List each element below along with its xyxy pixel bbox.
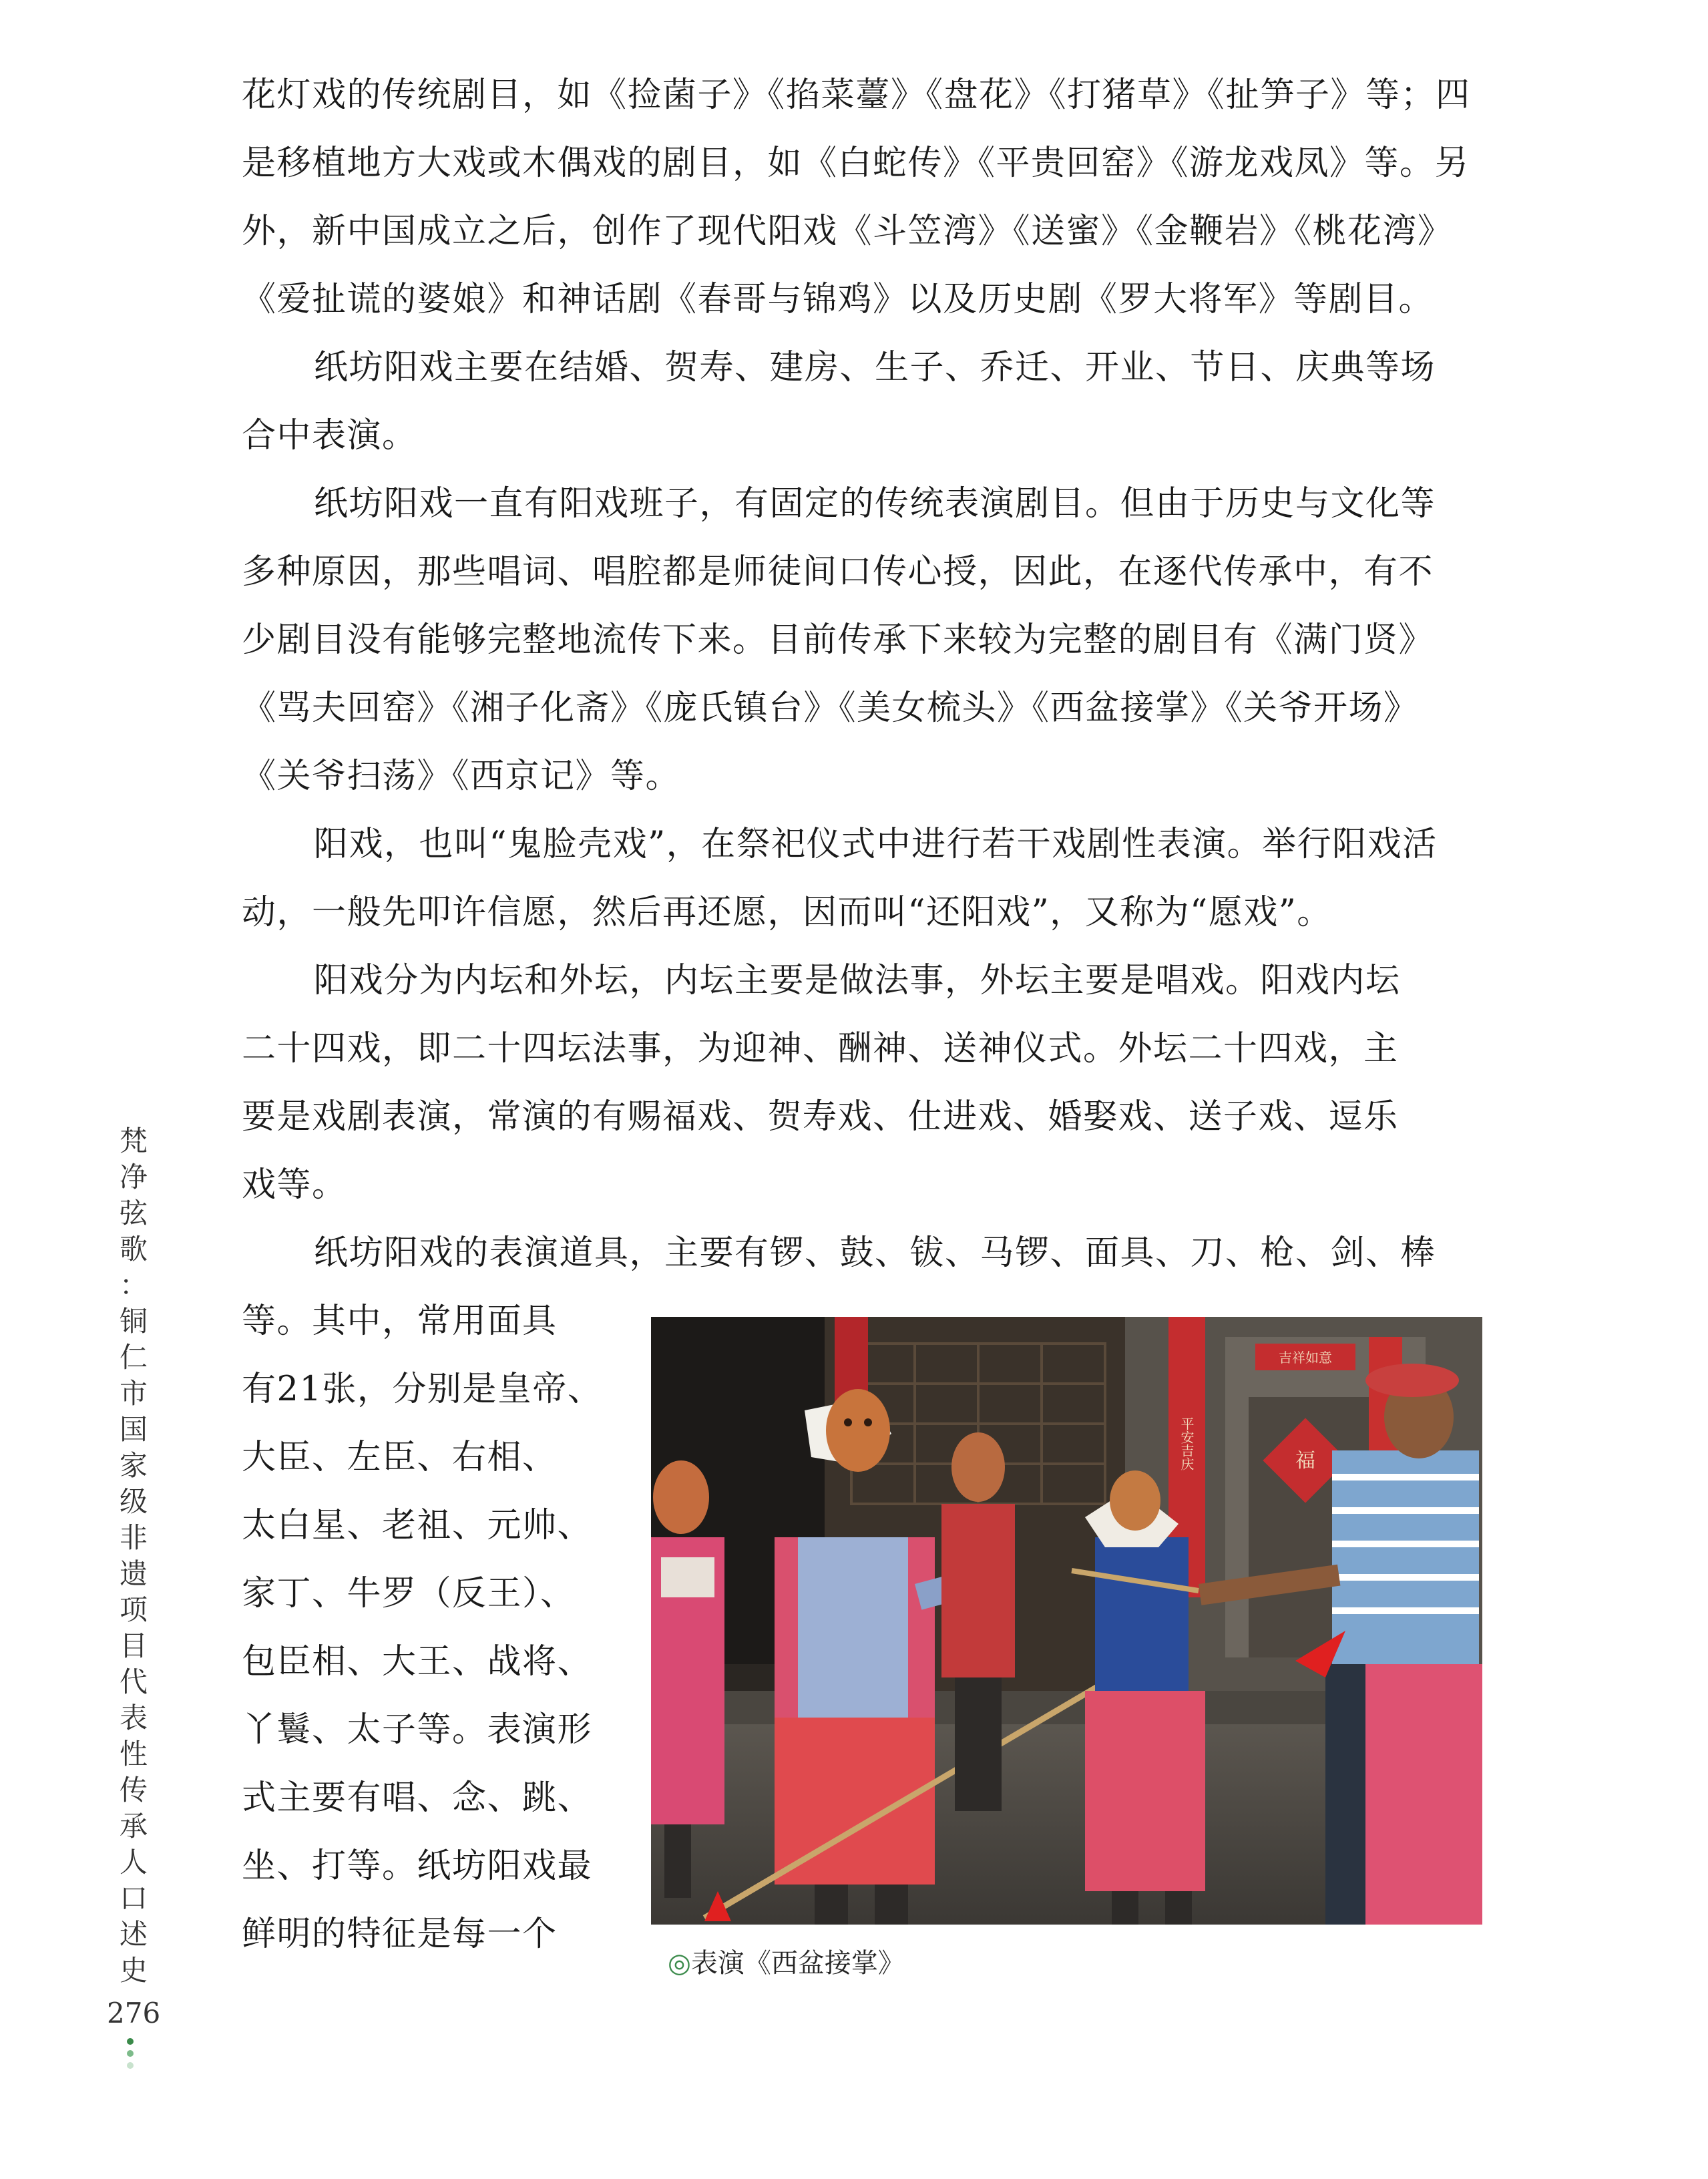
text-line: 阳戏分为内坛和外坛，内坛主要是做法事，外坛主要是唱戏。阳戏内坛 xyxy=(314,961,1401,1000)
text-line: 鲜明的特征是每一个 xyxy=(242,1915,558,1954)
photo-sign-text: 福 xyxy=(1295,1449,1315,1472)
paragraph-4 xyxy=(242,811,1482,947)
running-title-char: 史 xyxy=(119,1954,148,1987)
text-line: 阳戏，也叫“鬼脸壳戏”，在祭祀仪式中进行若干戏剧性表演。举行阳戏活 xyxy=(314,825,1438,864)
page-number: 276 xyxy=(107,1997,161,2029)
paragraph-6-wrapped xyxy=(242,1287,602,1969)
running-title-char: 家 xyxy=(119,1449,148,1482)
paragraph-2 xyxy=(242,334,1482,470)
text-line: 《骂夫回窑》《湘子化斋》《庞氏镇台》《美女梳头》《西盆接掌》《关爷开场》 xyxy=(242,688,1419,728)
caption-text: 表演《西盆接掌》 xyxy=(690,1948,905,1979)
photo-sign-text: 吉祥如意 xyxy=(1279,1350,1332,1366)
text-line: 合中表演。 xyxy=(242,416,417,455)
dot-icon xyxy=(127,2050,134,2057)
running-title-char: 述 xyxy=(119,1918,148,1951)
paragraph-6-first-line xyxy=(242,1219,1482,1287)
running-title-char: ： xyxy=(119,1269,148,1302)
running-title-char: 承 xyxy=(119,1810,148,1842)
dot-icon xyxy=(127,2062,134,2069)
text-line: 式主要有唱、念、跳、 xyxy=(242,1778,593,1818)
photo-caption xyxy=(668,1942,905,1980)
text-line: 太白星、老祖、元帅、 xyxy=(242,1506,593,1545)
text-line: 丫鬟、太子等。表演形 xyxy=(242,1710,593,1750)
running-title-char: 口 xyxy=(119,1882,148,1915)
paragraph-5 xyxy=(242,947,1482,1219)
page-dots xyxy=(127,2038,134,2069)
running-title-char: 非 xyxy=(119,1521,148,1554)
paragraph-3 xyxy=(242,470,1482,811)
running-title-char: 市 xyxy=(119,1377,148,1410)
wooden-mask xyxy=(1110,1470,1160,1531)
running-title-char: 净 xyxy=(119,1161,148,1193)
text-line: 有21张，分别是皇帝、 xyxy=(242,1370,603,1409)
running-title-char: 国 xyxy=(119,1413,148,1446)
running-title-char: 传 xyxy=(119,1774,148,1806)
text-line: 动，一般先叩许信愿，然后再还愿，因而叫“还阳戏”，又称为“愿戏”。 xyxy=(242,893,1332,932)
text-line: 要是戏剧表演，常演的有赐福戏、贺寿戏、仕进戏、婚娶戏、送子戏、逗乐 xyxy=(242,1097,1399,1137)
text-line: 外，新中国成立之后，创作了现代阳戏《斗笠湾》《送蜜》《金鞭岩》《桃花湾》 xyxy=(242,212,1453,251)
text-line: 是移植地方大戏或木偶戏的剧目，如《白蛇传》《平贵回窑》《游龙戏凤》等。另 xyxy=(242,144,1470,183)
text-line: 《爱扯谎的婆娘》和神话剧《春哥与锦鸡》以及历史剧《罗大将军》等剧目。 xyxy=(242,280,1434,319)
performance-photo xyxy=(651,1317,1482,1925)
running-title-char: 梵 xyxy=(119,1125,148,1157)
text-line: 戏等。 xyxy=(242,1165,347,1205)
running-title-char: 人 xyxy=(119,1846,148,1878)
paragraph-1 xyxy=(242,61,1482,334)
caption-circle-icon: ◎ xyxy=(668,1948,691,1979)
running-title-char: 歌 xyxy=(119,1233,148,1265)
running-title-char: 弦 xyxy=(119,1197,148,1229)
text-line: 家丁、牛罗（反王）、 xyxy=(242,1574,576,1613)
running-title-char: 性 xyxy=(119,1738,148,1770)
running-title-char: 项 xyxy=(119,1593,148,1626)
running-title-char: 级 xyxy=(119,1485,148,1518)
dot-icon xyxy=(127,2038,134,2045)
text-line: 《关爷扫荡》《西京记》等。 xyxy=(242,757,681,796)
text-line: 纸坊阳戏一直有阳戏班子，有固定的传统表演剧目。但由于历史与文化等 xyxy=(314,484,1436,524)
running-title-char: 目 xyxy=(119,1629,148,1662)
text-line: 包臣相、大王、战将、 xyxy=(242,1642,593,1681)
text-line: 多种原因，那些唱词、唱腔都是师徒间口传心授，因此，在逐代传承中，有不 xyxy=(242,552,1434,592)
running-title-char: 铜 xyxy=(119,1305,148,1338)
running-title xyxy=(114,1123,154,1989)
photo-sign-text: 平安吉庆 xyxy=(1179,1417,1195,1470)
text-line: 纸坊阳戏主要在结婚、贺寿、建房、生子、乔迁、开业、节日、庆典等场 xyxy=(314,348,1436,387)
text-line: 大臣、左臣、右相、 xyxy=(242,1438,558,1477)
text-line: 坐、打等。纸坊阳戏最 xyxy=(242,1846,593,1886)
text-line: 少剧目没有能够完整地流传下来。目前传承下来较为完整的剧目有《满门贤》 xyxy=(242,620,1434,660)
running-title-char: 遗 xyxy=(119,1557,148,1590)
running-title-char: 代 xyxy=(119,1665,148,1698)
text-line: 花灯戏的传统剧目，如《捡菌子》《掐菜薹》《盘花》《打猪草》《扯笋子》等；四 xyxy=(242,75,1471,115)
text-line: 纸坊阳戏的表演道具，主要有锣、鼓、钹、马锣、面具、刀、枪、剑、棒 xyxy=(314,1233,1436,1273)
running-title-char: 表 xyxy=(119,1702,148,1734)
text-line: 二十四戏，即二十四坛法事，为迎神、酬神、送神仪式。外坛二十四戏，主 xyxy=(242,1029,1399,1068)
performer-blue xyxy=(1085,1470,1205,1925)
running-title-char: 仁 xyxy=(119,1341,148,1374)
text-line: 等。其中，常用面具 xyxy=(242,1302,558,1341)
wooden-mask xyxy=(826,1389,890,1472)
